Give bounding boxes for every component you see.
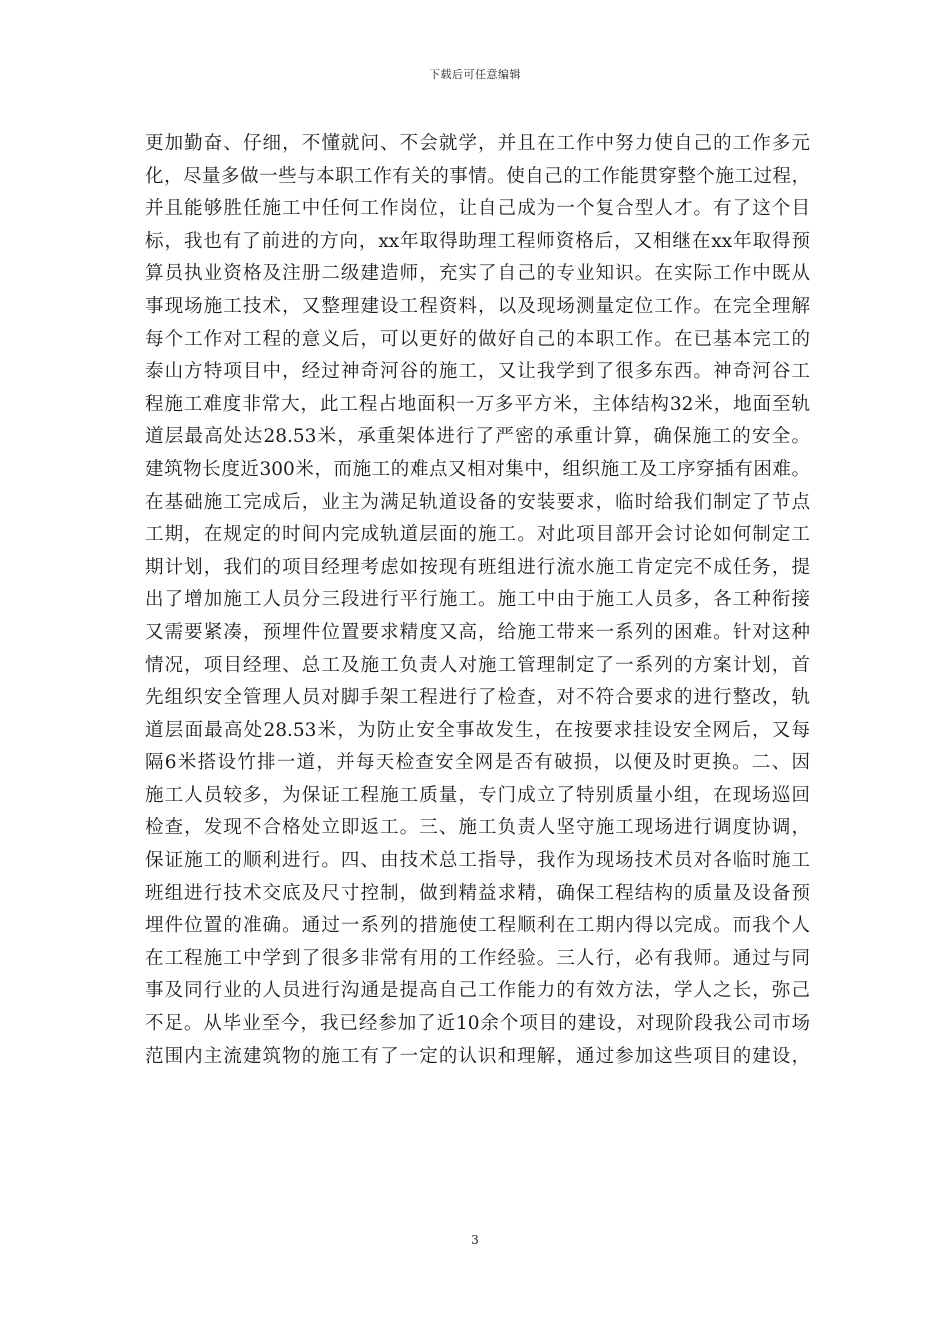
document-body <box>145 128 810 1073</box>
text-line: 期计划，我们的项目经理考虑如按现有班组进行流水施工肯定完不成任务，提 <box>145 556 810 578</box>
text-line: 班组进行技术交底及尺寸控制，做到精益求精，确保工程结构的质量及设备预 <box>145 882 810 904</box>
text-line: 标，我也有了前进的方向，xx年取得助理工程师资格后，又相继在xx年取得预 <box>145 230 810 252</box>
text-line: 更加勤奋、仔细，不懂就问、不会就学，并且在工作中努力使自己的工作多元 <box>145 133 810 154</box>
text-line: 埋件位置的准确。通过一系列的措施使工程顺利在工期内得以完成。而我个人 <box>145 915 810 937</box>
text-line: 并且能够胜任施工中任何工作岗位，让自己成为一个复合型人才。有了这个目 <box>145 198 810 220</box>
text-line: 建筑物长度近300米，而施工的难点又相对集中，组织施工及工序穿插有困难。 <box>145 458 810 480</box>
text-line: 化，尽量多做一些与本职工作有关的事情。使自己的工作能贯穿整个施工过程， <box>145 165 810 187</box>
text-line: 事及同行业的人员进行沟通是提高自己工作能力的有效方法，学人之长，弥己 <box>145 980 810 1002</box>
text-line: 泰山方特项目中，经过神奇河谷的施工，又让我学到了很多东西。神奇河谷工 <box>145 361 810 383</box>
text-line: 不足。从毕业至今，我已经参加了近10余个项目的建设，对现阶段我公司市场 <box>145 1013 810 1035</box>
text-line: 施工人员较多，为保证工程施工质量，专门成立了特别质量小组，在现场巡回 <box>145 784 810 806</box>
page-header: 下载后可任意编辑 <box>429 68 521 81</box>
text-line: 保证施工的顺利进行。四、由技术总工指导，我作为现场技术员对各临时施工 <box>145 850 810 872</box>
text-line: 出了增加施工人员分三段进行平行施工。施工中由于施工人员多，各工种衔接 <box>145 589 810 611</box>
text-line: 道层面最高处28.53米，为防止安全事故发生，在按要求挂设安全网后，又每 <box>145 719 810 741</box>
text-line: 检查，发现不合格处立即返工。三、施工负责人坚守施工现场进行调度协调， <box>145 817 810 839</box>
text-line: 每个工作对工程的意义后，可以更好的做好自己的本职工作。在已基本完工的 <box>145 328 810 350</box>
text-line: 在工程施工中学到了很多非常有用的工作经验。三人行，必有我师。通过与同 <box>145 947 810 969</box>
text-line: 又需要紧凑，预埋件位置要求精度又高，给施工带来一系列的困难。针对这种 <box>145 621 810 643</box>
text-line: 先组织安全管理人员对脚手架工程进行了检查，对不符合要求的进行整改，轨 <box>145 687 810 709</box>
text-line: 在基础施工完成后，业主为满足轨道设备的安装要求，临时给我们制定了节点 <box>145 491 810 513</box>
text-line: 道层最高处达28.53米，承重架体进行了严密的承重计算，确保施工的安全。 <box>145 426 810 448</box>
text-line: 范围内主流建筑物的施工有了一定的认识和理解，通过参加这些项目的建设， <box>145 1045 810 1067</box>
text-line: 工期，在规定的时间内完成轨道层面的施工。对此项目部开会讨论如何制定工 <box>145 524 810 546</box>
page-number: 3 <box>471 1233 479 1247</box>
text-line: 程施工难度非常大，此工程占地面积一万多平方米，主体结构32米，地面至轨 <box>145 393 810 415</box>
text-line: 算员执业资格及注册二级建造师，充实了自己的专业知识。在实际工作中既从 <box>145 263 810 285</box>
text-line: 情况，项目经理、总工及施工负责人对施工管理制定了一系列的方案计划，首 <box>145 654 810 676</box>
text-line: 事现场施工技术，又整理建设工程资料，以及现场测量定位工作。在完全理解 <box>145 295 810 317</box>
text-line: 隔6米搭设竹排一道，并每天检查安全网是否有破损，以便及时更换。二、因 <box>145 752 810 774</box>
